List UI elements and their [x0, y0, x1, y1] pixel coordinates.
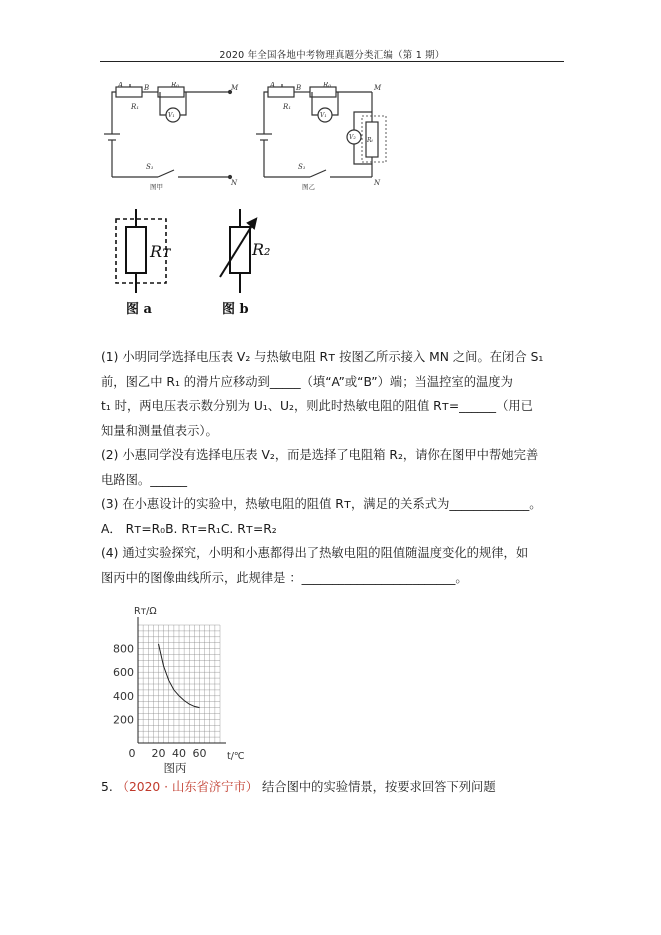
label-b: B: [296, 84, 302, 92]
y-tick-label: 800: [113, 642, 134, 656]
label-r0: R₀: [171, 82, 180, 89]
question-line: (2) 小惠同学没有选择电压表 V₂，而是选择了电阻箱 R₂，请你在图甲中帮她完善: [101, 448, 539, 462]
label-v1: V₁: [168, 112, 175, 119]
label-v2: V₂: [349, 134, 356, 141]
y-tick-label: 600: [113, 666, 134, 680]
label-s1: S₁: [146, 163, 154, 171]
y-axis-label: Rᴛ/Ω: [134, 606, 157, 617]
label-m: M: [231, 84, 239, 92]
origin-label: 0: [128, 747, 136, 760]
circuit-diagram-b: [252, 82, 402, 192]
caption-figure-a: 图 a: [126, 302, 152, 317]
r2-symbol-label: R₂: [252, 240, 271, 259]
question-line: 前，图乙中 R₁ 的滑片应移动到_____（填“A”或“B”）端；当温控室的温度为: [101, 374, 513, 389]
y-tick-label: 200: [113, 713, 134, 727]
label-r0: R₀: [323, 82, 332, 89]
question-line: t₁ 时，两电压表示数分别为 U₁、U₂，则此时热敏电阻的阻值 Rᴛ=______（用已: [101, 399, 533, 413]
question-line: (4) 通过实验探究，小明和小惠都得出了热敏电阻的阻值随温度变化的规律，如: [101, 546, 529, 560]
label-s1: S₁: [298, 163, 306, 171]
chart-title: 图丙: [163, 761, 187, 773]
label-b: B: [144, 84, 150, 92]
question-line: 图丙中的图像曲线所示，此规律是 ：_________________________。: [101, 570, 468, 585]
x-axis-label: t/℃: [227, 751, 245, 762]
resistance-box-symbol-figure: [212, 205, 292, 317]
caption-figure-b: 图 b: [222, 302, 249, 317]
label-a: A: [270, 82, 276, 89]
label-v1: V₁: [320, 112, 327, 119]
label-r1: R₁: [131, 103, 140, 111]
question-line: (1) 小明同学选择电压表 V₂ 与热敏电阻 Rᴛ 按图乙所示接入 MN 之间。在闭合 S₁: [101, 350, 544, 364]
question-5: [101, 777, 496, 795]
question-line: A． Rᴛ=R₀B. Rᴛ=R₁C. Rᴛ=R₂: [101, 521, 277, 536]
circuit-diagram-a: [100, 82, 250, 192]
caption-circuit-a: 图甲: [150, 183, 163, 191]
rt-symbol-label: Rᴛ: [150, 242, 171, 261]
caption-circuit-b: 图乙: [302, 183, 315, 191]
question-line: 知量和测量值表示）。: [101, 423, 218, 438]
x-tick-label: 40: [172, 747, 186, 760]
x-tick-label: 20: [151, 747, 166, 760]
x-tick-label: 60: [192, 747, 207, 760]
label-n: N: [231, 179, 238, 187]
question-line: 电路图。______: [101, 472, 188, 487]
resistance-temperature-chart: [100, 603, 260, 773]
label-r1: R₁: [283, 103, 292, 111]
page-header: 2020 年全国各地中考物理真题分类汇编（第 1 期）: [219, 50, 445, 61]
label-m: M: [374, 84, 382, 92]
label-rt: Rₜ: [367, 137, 373, 144]
label-n: N: [374, 179, 381, 187]
label-a: A: [118, 82, 124, 89]
question-5-source: （2020 · 山东省济宁市）: [116, 780, 259, 794]
y-tick-label: 400: [113, 689, 134, 703]
question-5-number: 5.: [101, 780, 113, 794]
question-line: (3) 在小惠设计的实验中，热敏电阻的阻值 Rᴛ，满足的关系式为_____________。: [101, 497, 542, 511]
header-divider: [100, 61, 564, 62]
question-5-text: 结合图中的实验情景，按要求回答下列问题: [261, 780, 496, 794]
question-body: [101, 345, 567, 590]
thermistor-symbol-figure: [112, 205, 192, 317]
